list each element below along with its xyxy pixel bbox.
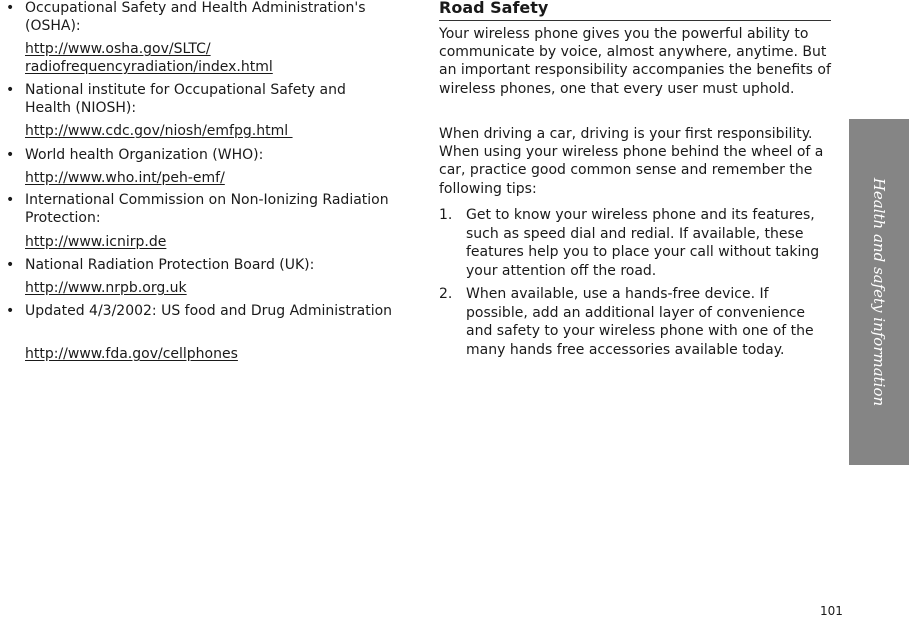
niosh-link[interactable]: http://www.cdc.gov/niosh/emfpg.html <box>25 123 293 139</box>
tip-number: 2. <box>439 286 453 302</box>
fda-link[interactable]: http://www.fda.gov/cellphones <box>25 346 238 362</box>
bullet-marker: • <box>6 257 15 273</box>
chapter-side-tab <box>849 119 909 465</box>
organization-name: Updated 4/3/2002: US food and Drug Administration <box>25 303 393 319</box>
chapter-label: Health and safety information <box>870 177 888 407</box>
tip-text: When available, use a hands-free device. If possible, add an additional layer of convenience and safety to your wireless phone with one of the many hands free accessories available today. <box>466 286 814 358</box>
organization-name: National Radiation Protection Board (UK): <box>25 257 315 273</box>
who-link[interactable]: http://www.who.int/peh-emf/ <box>25 170 225 186</box>
bullet-marker: • <box>6 0 15 16</box>
organization-name: World health Organization (WHO): <box>25 147 264 163</box>
organization-name: Occupational Safety and Health Administration's (OSHA): <box>25 0 366 34</box>
bullet-marker: • <box>6 303 15 319</box>
title-divider <box>439 20 831 21</box>
organization-name: National institute for Occupational Safety and Health (NIOSH): <box>25 82 346 116</box>
nrpb-link[interactable]: http://www.nrpb.org.uk <box>25 280 187 296</box>
icnirp-link[interactable]: http://www.icnirp.de <box>25 234 167 250</box>
tip-text: Get to know your wireless phone and its features, such as speed dial and redial. If available, these features help you to place your call without taking your attention off the road. <box>466 207 820 279</box>
page-number: 101 <box>820 604 843 618</box>
bullet-marker: • <box>6 147 15 163</box>
driving-paragraph: When driving a car, driving is your first responsibility. When using your wireless phone behind the wheel of a car, practice good common sense and remember the following tips: <box>439 126 824 197</box>
tip-number: 1. <box>439 207 453 223</box>
osha-link[interactable]: http://www.osha.gov/SLTC/ radiofrequencyradiation/index.html <box>25 41 273 75</box>
section-title: Road Safety <box>439 0 549 17</box>
organization-name: International Commission on Non-Ionizing Radiation Protection: <box>25 192 389 226</box>
bullet-marker: • <box>6 82 15 98</box>
bullet-marker: • <box>6 192 15 208</box>
intro-paragraph: Your wireless phone gives you the powerful ability to communicate by voice, almost anywhere, anytime. But an important responsibility accompanies the benefits of wireless phones, one that every user must uphold. <box>439 26 831 97</box>
